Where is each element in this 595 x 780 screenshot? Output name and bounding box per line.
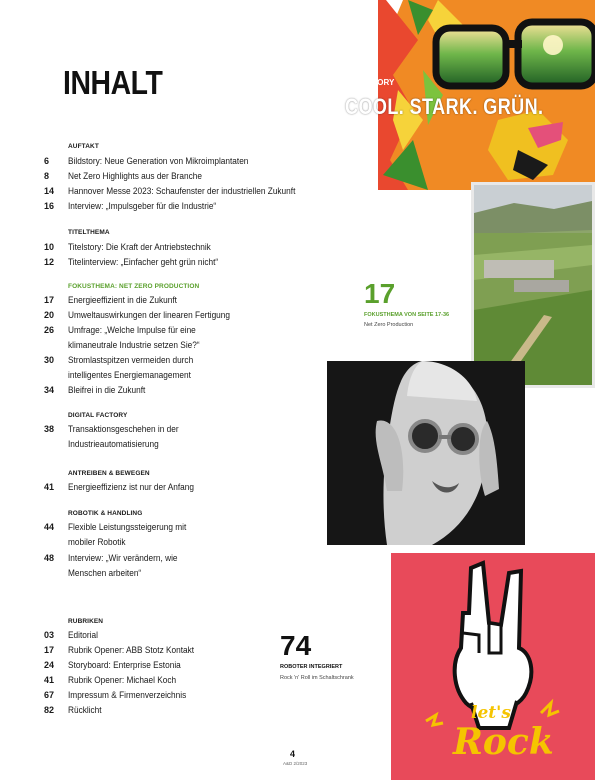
toc-page: 82 [44,705,55,715]
toc-text: Rubrik Opener: Michael Koch [68,675,177,685]
toc-page: 44 [44,522,55,532]
toc-page: 38 [44,424,55,434]
toc-text: Net Zero Highlights aus der Branche [68,171,202,181]
toc-text: Energieeffizienz ist nur der Anfang [68,482,194,492]
toc-page: 20 [44,310,55,320]
toc-page: 12 [44,257,55,267]
focus-page-number[interactable]: 17 [364,278,396,309]
toc-text: Bleifrei in die Zukunft [68,385,146,395]
robot-callout-label: ROBOTER INTEGRIERT [280,664,343,670]
toc-text: Titelinterview: „Einfacher geht grün nicht“ [68,257,219,267]
rock-line-2: Rock [453,721,554,763]
toc-page: 17 [44,295,55,305]
toc-text: Interview: „Wir verändern, wie Menschen arbeiten“ [68,553,178,578]
toc-text: Rücklicht [68,705,102,715]
section-heading: ANTREIBEN & BEWEGEN [68,470,150,477]
toc-text: Rubrik Opener: ABB Stotz Kontakt [68,645,195,655]
toc-page: 16 [44,201,55,211]
section-heading: TITELTHEMA [68,229,110,236]
toc-page: 8 [44,171,50,181]
toc-page: 24 [44,660,55,670]
toc-text: Transaktionsgeschehen in der Industrieautomatisierung [68,424,179,449]
toc-page: 26 [44,325,55,335]
toc-page: 34 [44,385,55,395]
toc-page: 41 [44,482,55,492]
cover-story-label: TITELSTORY [345,78,395,87]
toc-text: Umweltauswirkungen der linearen Fertigung [68,310,231,320]
toc-page: 03 [44,630,55,640]
toc-text: Flexible Leistungssteigerung mit mobiler Robotik [68,522,187,547]
rock-line-1: let's [471,703,511,723]
section-heading-focus: FOKUSTHEMA: NET ZERO PRODUCTION [68,283,200,290]
focus-callout-label: FOKUSTHEMA VON SEITE 17-36 [364,312,450,318]
toc-page: 67 [44,690,55,700]
toc-page: 48 [44,553,55,563]
toc-page: 41 [44,675,55,685]
robot-callout-sub: Rock 'n' Roll im Schaltschrank [280,675,354,681]
toc-text: Bildstory: Neue Generation von Mikroimplantaten [68,156,249,166]
page-title: INHALT [63,64,163,101]
factory-aerial-photo[interactable] [471,182,595,388]
toc-page: 10 [44,242,55,252]
toc-text: Storyboard: Enterprise Estonia [68,660,181,670]
toc-page: 6 [44,156,50,166]
woman-goggles-photo[interactable] [327,361,525,545]
toc-text: Stromlastspitzen vermeiden durch intelligentes Energiemanagement [68,355,194,380]
page-number: 4 [290,749,296,759]
section-heading: RUBRIKEN [68,618,104,625]
section-heading: DIGITAL FACTORY [68,412,128,419]
page-issue-label: A&D 2/2023 [283,761,308,766]
toc-text: Hannover Messe 2023: Schaufenster der industriellen Zukunft [68,186,296,196]
toc-page: 14 [44,186,55,196]
factory-photo-art [474,185,592,385]
toc-text: Titelstory: Die Kraft der Antriebstechnik [68,242,211,252]
cover-story-title[interactable]: COOL. STARK. GRÜN. [345,94,544,119]
toc-page: 30 [44,355,55,365]
robot-page-number[interactable]: 74 [280,630,312,661]
lets-rock-panel[interactable] [391,553,595,780]
toc-text: Energieeffizient in die Zukunft [68,295,177,305]
toc-text: Editorial [68,630,98,640]
toc-text: Impressum & Firmenverzeichnis [68,690,187,700]
woman-photo-art [327,361,525,545]
toc-page: 17 [44,645,55,655]
section-heading: AUFTAKT [68,143,99,150]
section-heading: ROBOTIK & HANDLING [68,510,143,517]
focus-callout-sub: Net Zero Production [364,322,414,328]
toc-text: Interview: „Impulsgeber für die Industrie“ [68,201,217,211]
toc-text: Umfrage: „Welche Impulse für eine klimaneutrale Industrie setzen Sie?“ [68,325,200,350]
